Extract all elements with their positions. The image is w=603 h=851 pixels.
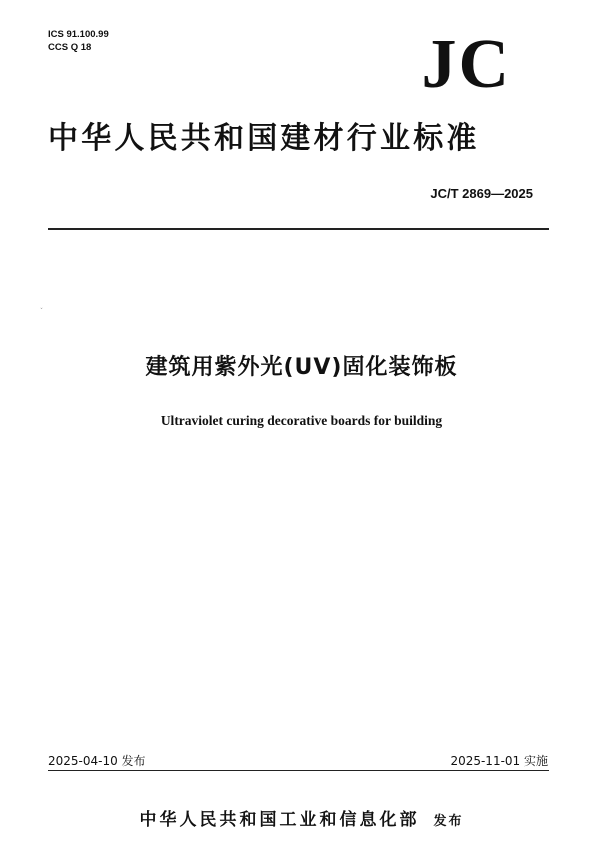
document-title-cn: 建筑用紫外光(UV)固化装饰板 (145, 355, 458, 380)
issuing-authority (0, 805, 603, 830)
ccs-code: CCS Q 18 (48, 42, 92, 53)
footer-divider (48, 770, 549, 771)
publish-date: 2025-04-10 发布 (48, 754, 146, 768)
ics-code: ICS 91.100.99 (48, 29, 109, 40)
issuer-suffix: 发布 (433, 814, 464, 829)
implement-date: 2025-11-01 实施 (450, 754, 548, 768)
header-divider (48, 228, 549, 230)
document-title-en: Ultraviolet curing decorative boards for building (160, 413, 443, 428)
standard-type-title: 中华人民共和国建材行业标准 (48, 121, 480, 156)
issuer-name: 中华人民共和国工业和信息化部 (139, 810, 420, 830)
scan-mark: ˇ (40, 308, 43, 315)
jc-logo: JC (421, 26, 511, 103)
classification-codes (48, 28, 109, 54)
standard-code: JC/T 2869—2025 (430, 186, 533, 201)
